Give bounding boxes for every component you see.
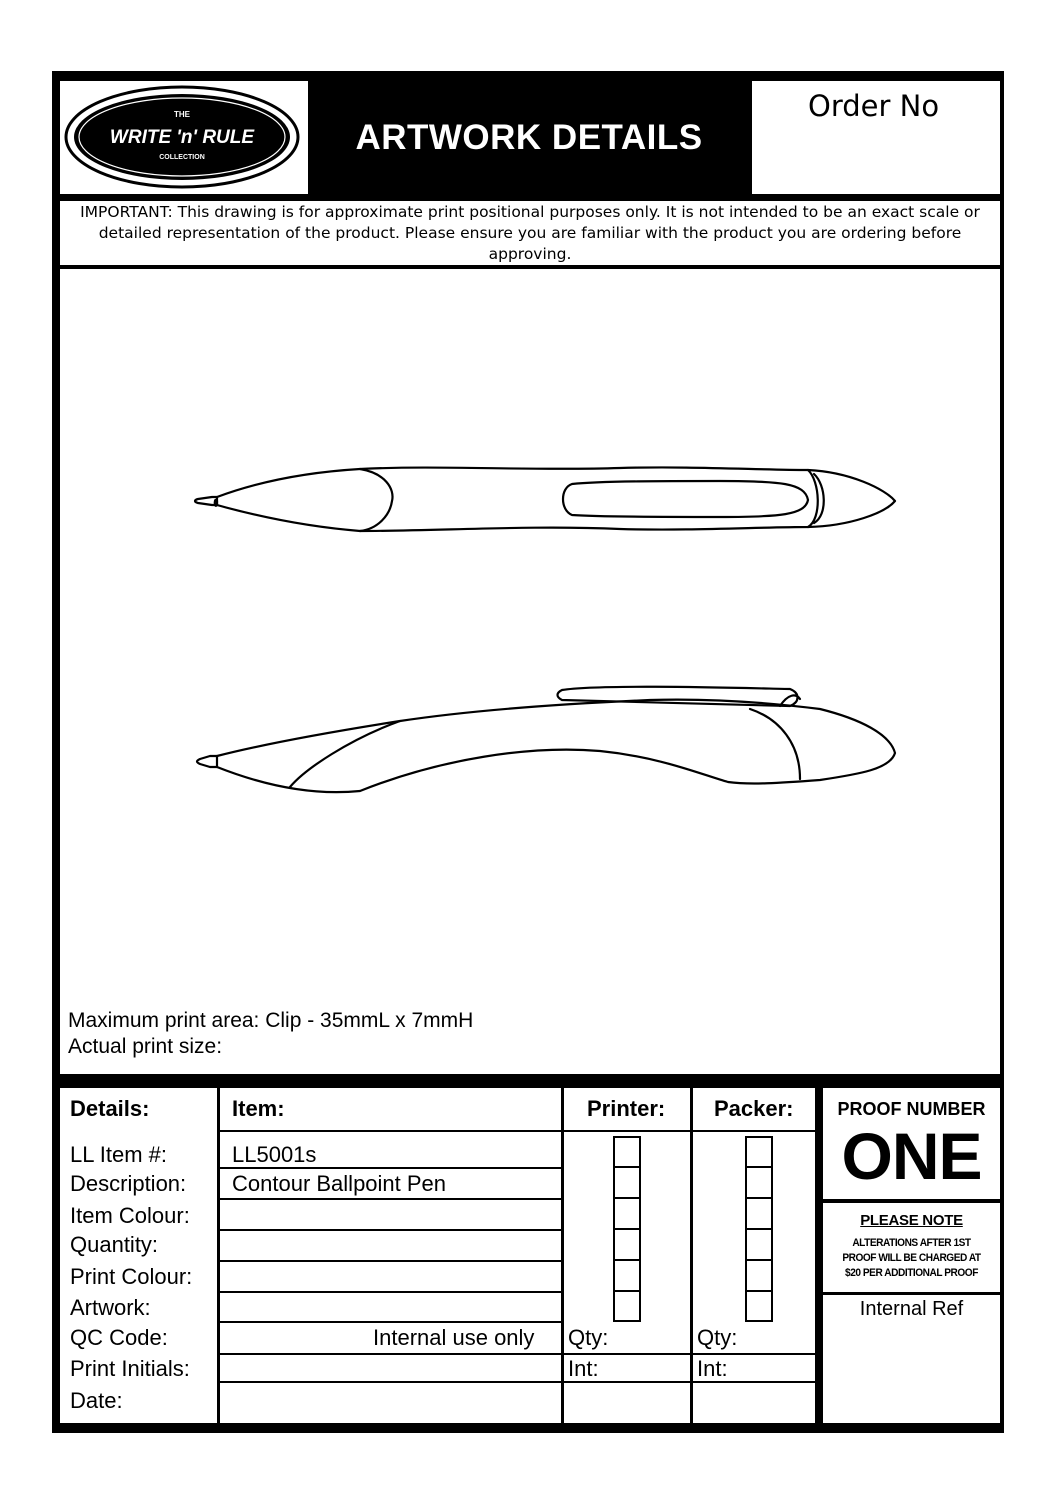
- order-number-label: Order No: [808, 89, 940, 123]
- row-label-date: Date:: [70, 1388, 123, 1413]
- svg-text:WRITE 'n' RULE: WRITE 'n' RULE: [109, 127, 255, 148]
- packer-int-label: Int:: [697, 1356, 728, 1381]
- row-label-print-initials: Print Initials:: [70, 1356, 190, 1381]
- qc-code-value: Internal use only: [373, 1325, 535, 1350]
- printer-header: Printer:: [587, 1096, 666, 1121]
- page-title: ARTWORK DETAILS: [355, 117, 703, 157]
- row-label-quantity: Quantity:: [70, 1232, 159, 1257]
- packer-check-4[interactable]: [745, 1228, 773, 1261]
- printer-int-label: Int:: [568, 1356, 599, 1381]
- packer-check-5[interactable]: [745, 1259, 773, 1292]
- description-value: Contour Ballpoint Pen: [232, 1171, 447, 1196]
- printer-qty-label: Qty:: [568, 1325, 609, 1350]
- printer-check-2[interactable]: [613, 1166, 641, 1199]
- printer-check-5[interactable]: [613, 1259, 641, 1292]
- order-number-panel: [752, 81, 1000, 194]
- title-bar: [308, 81, 750, 194]
- packer-check-1[interactable]: [745, 1136, 773, 1168]
- packer-qty-label: Qty:: [697, 1325, 738, 1350]
- drawing-panel: [60, 269, 1000, 1074]
- pen-side-view: [197, 687, 895, 792]
- notice-panel: [60, 201, 1000, 265]
- row-label-item-number: LL Item #:: [70, 1142, 168, 1167]
- proof-number-title: PROOF NUMBER: [837, 1099, 986, 1119]
- important-notice: IMPORTANT: This drawing is for approximate print positional purposes only. It is not intended to be an exact scale or detailed representation of the product. Please ensure you are familiar with the product you are ordering before approving.: [80, 202, 980, 263]
- logo-panel: [60, 81, 308, 194]
- printer-check-3[interactable]: [613, 1197, 641, 1230]
- svg-text:COLLECTION: COLLECTION: [159, 154, 205, 161]
- printer-check-6[interactable]: [613, 1290, 641, 1322]
- internal-ref-label: Internal Ref: [859, 1298, 964, 1320]
- item-number-value: LL5001s: [232, 1142, 317, 1167]
- proof-panel: [823, 1088, 1000, 1423]
- printer-check-1[interactable]: [613, 1136, 641, 1168]
- print-area-info: [68, 1008, 473, 1060]
- printer-check-4[interactable]: [613, 1228, 641, 1261]
- item-header: Item:: [232, 1096, 285, 1121]
- row-label-description: Description:: [70, 1171, 187, 1196]
- proof-number-value: ONE: [841, 1119, 982, 1193]
- pen-top-view: [195, 467, 895, 531]
- alteration-charge-note: ALTERATIONS AFTER 1ST PROOF WILL BE CHARGED AT $20 PER ADDITIONAL PROOF: [842, 1237, 981, 1279]
- packer-header: Packer:: [714, 1096, 794, 1121]
- svg-text:THE: THE: [174, 110, 190, 119]
- details-header: Details:: [70, 1096, 150, 1121]
- actual-print-size: Actual print size:: [68, 1035, 223, 1058]
- packer-check-6[interactable]: [745, 1290, 773, 1322]
- row-label-item-colour: Item Colour:: [70, 1203, 190, 1228]
- details-panel: [60, 1088, 815, 1423]
- packer-check-3[interactable]: [745, 1197, 773, 1230]
- packer-check-2[interactable]: [745, 1166, 773, 1199]
- please-note-heading: PLEASE NOTE: [860, 1212, 963, 1229]
- row-label-qc-code: QC Code:: [70, 1325, 168, 1350]
- write-n-rule-logo: [60, 81, 308, 194]
- row-label-artwork: Artwork:: [70, 1295, 151, 1320]
- pen-drawing: [60, 269, 1000, 989]
- row-label-print-colour: Print Colour:: [70, 1264, 193, 1289]
- max-print-area: Maximum print area: Clip - 35mmL x 7mmH: [68, 1009, 474, 1032]
